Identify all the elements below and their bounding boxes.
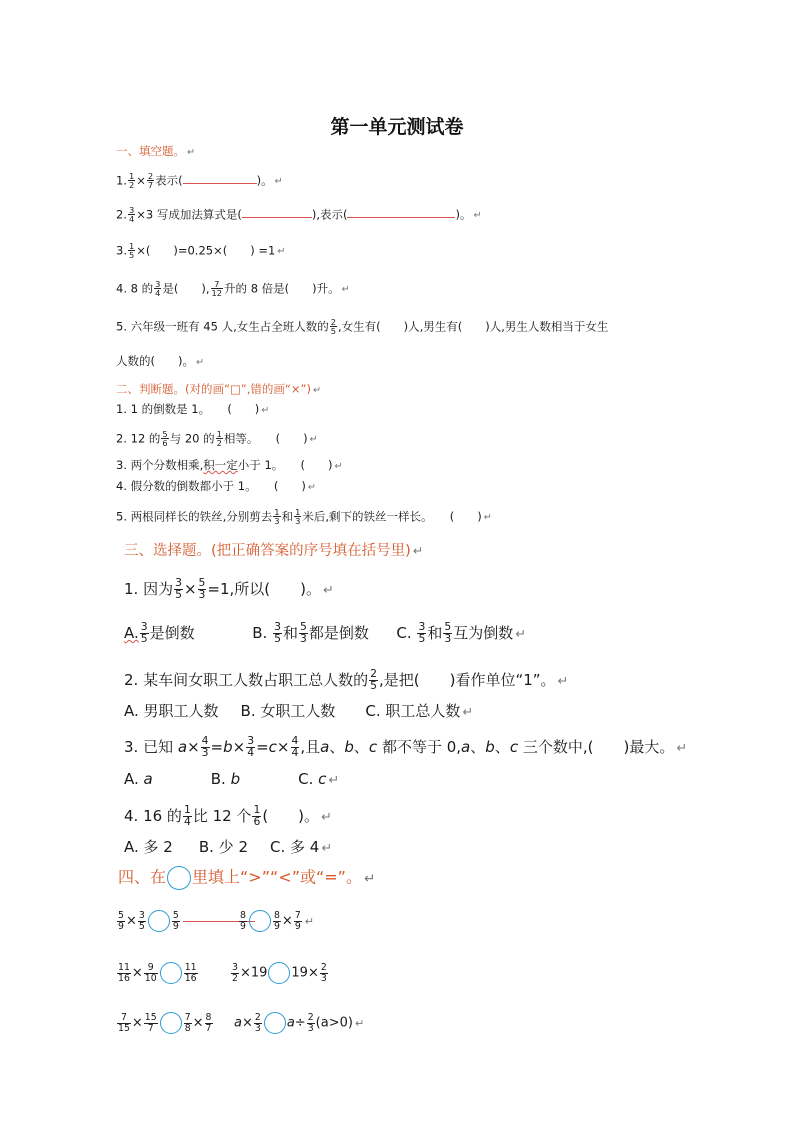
choice-question-4-options: A. 多 2 B. 少 2 C. 多 4 ↵ (124, 838, 333, 856)
answer-blank[interactable] (242, 207, 312, 218)
judge-question-1: 1. 1 的倒数是 1。 ( ) ↵ (116, 402, 270, 416)
fraction: $\frac{5}{3}$ (444, 620, 452, 645)
fraction: $\frac{4}{3}$ (201, 734, 209, 759)
judge-question-2: 2. 12 的 $\frac{5}{6}$ 与 20 的 $\frac{1}{2}$ 相等。 ( ) ↵ (116, 429, 318, 449)
fraction: $\frac{3}{4}$ (155, 279, 161, 299)
fill-question-2: 2. $\frac{3}{4}$ ×3 写成加法算式是( ),表示( )。 ↵ (116, 205, 482, 225)
answer-circle[interactable] (268, 962, 290, 984)
fraction: $\frac{7}{15}$ (118, 1012, 130, 1034)
choice-question-1: 1. 因为 $\frac{3}{5}$ × $\frac{5}{3}$ =1,所以( )。 ↵ (124, 576, 334, 601)
fraction: $\frac{1}{5}$ (128, 241, 135, 261)
option-c[interactable]: C. 多 4 (270, 838, 320, 856)
section-compare-heading: 四、在 里填上“>”“<”或“=”。 ↵ (118, 866, 375, 890)
fraction: $\frac{2}{3}$ (254, 1012, 261, 1034)
fraction: $\frac{3}{4}$ (247, 734, 255, 759)
fraction: $\frac{1}{3}$ (274, 507, 280, 527)
compare-item-5: $\frac{7}{15}$ × $\frac{15}{7}$ $\frac{7}{8}$ × $\frac{8}{7}$ (118, 1012, 212, 1034)
fraction: $\frac{5}{9}$ (118, 910, 124, 932)
option-a[interactable]: A. $\frac{3}{5}$ 是倒数 (124, 620, 195, 645)
option-b[interactable]: B. b (210, 770, 241, 788)
fraction: $\frac{2}{5}$ (330, 317, 336, 337)
judge-question-5: 5. 两根同样长的铁丝,分别剪去 $\frac{1}{3}$ 和 $\frac{1}{3}$ 米后,剩下的铁丝一样长。 ( ) ↵ (116, 507, 492, 527)
choice-question-3-options: A. a B. b C. c ↵ (124, 770, 340, 788)
option-a[interactable]: A. 男职工人数 (124, 702, 219, 720)
section-fill-heading: 一、填空题。 ↵ (116, 144, 196, 158)
answer-circle[interactable] (148, 910, 170, 932)
section-judge-heading: 二、判断题。(对的画“□”,错的画“×”) ↵ (116, 382, 322, 396)
fraction: $\frac{2}{7}$ (147, 171, 154, 191)
option-c[interactable]: C. 职工总人数 (365, 702, 461, 720)
fraction: $\frac{8}{9}$ (240, 910, 246, 932)
answer-blank[interactable] (183, 173, 257, 184)
fraction: $\frac{3}{5}$ (274, 620, 281, 645)
compare-item-3: $\frac{11}{16}$ × $\frac{9}{10}$ $\frac{11}{16}$ (118, 962, 197, 984)
compare-item-4: $\frac{3}{2}$ ×19 19× $\frac{2}{3}$ (232, 962, 327, 984)
fraction: $\frac{7}{8}$ (184, 1012, 191, 1034)
fraction: $\frac{3}{2}$ (232, 962, 238, 984)
fraction: $\frac{1}{6}$ (253, 803, 261, 828)
fill-question-3: 3. $\frac{1}{5}$ ×( )=0.25×( ) =1 ↵ (116, 241, 286, 261)
option-b[interactable]: B. 女职工人数 (240, 702, 336, 720)
judge-question-4: 4. 假分数的倒数都小于 1。 ( ) ↵ (116, 479, 317, 493)
fraction: $\frac{1}{2}$ (216, 429, 222, 449)
fill-question-4: 4. 8 的 $\frac{3}{4}$ 是( ), $\frac{7}{12}$ 升的 8 倍是( )升。 ↵ (116, 279, 350, 299)
fraction: $\frac{5}{9}$ (172, 910, 179, 932)
option-c[interactable]: C. $\frac{3}{5}$ 和 $\frac{5}{3}$ 互为倒数 (396, 620, 514, 645)
choice-question-2-options: A. 男职工人数 B. 女职工人数 C. 职工总人数 ↵ (124, 702, 474, 720)
fraction: $\frac{9}{10}$ (144, 962, 157, 984)
fill-question-5-cont: 人数的( )。 ↵ (116, 354, 205, 368)
answer-blank[interactable] (347, 207, 455, 218)
fraction: $\frac{3}{5}$ (175, 576, 182, 601)
fill-question-1: 1. $\frac{1}{2}$ × $\frac{2}{7}$ 表示( )。 ↵ (116, 171, 283, 191)
option-a[interactable]: A. a (124, 770, 153, 788)
choice-question-2: 2. 某车间女职工人数占职工总人数的 $\frac{2}{5}$ ,是把( )看作单位“1”。 ↵ (124, 667, 569, 692)
answer-circle[interactable] (249, 910, 271, 932)
fraction: $\frac{1}{2}$ (128, 171, 135, 191)
fraction: $\frac{2}{3}$ (320, 962, 327, 984)
fraction: $\frac{2}{5}$ (370, 667, 377, 692)
fraction: $\frac{3}{5}$ (138, 910, 145, 932)
option-a[interactable]: A. 多 2 (124, 838, 173, 856)
choice-question-1-options: A. $\frac{3}{5}$ 是倒数 B. $\frac{3}{5}$ 和 $\frac{5}{3}$ 都是倒数 C. $\frac{3}{5}$ 和 $\frac{5}{3}$ 互为倒数 ↵ (124, 620, 526, 645)
choice-question-3: 3. 已知 a× $\frac{4}{3}$ =b× $\frac{3}{4}$ =c× $\frac{4}{4}$ ,且a、b、c 都不等于 0,a、b、c 三个数中,( )最大。 ↵ (124, 734, 688, 759)
fraction: $\frac{5}{6}$ (162, 429, 168, 449)
fraction: $\frac{8}{9}$ (273, 910, 280, 932)
compare-item-6: a× $\frac{2}{3}$ a÷ $\frac{2}{3}$ (a>0) ↵ (234, 1012, 365, 1034)
fraction: $\frac{4}{4}$ (291, 734, 299, 759)
fraction: $\frac{3}{4}$ (128, 205, 135, 225)
judge-question-3: 3. 两个分数相乘,积一定小于 1。 ( ) ↵ (116, 458, 343, 472)
fraction: $\frac{7}{9}$ (294, 910, 301, 932)
option-b[interactable]: B. 少 2 (198, 838, 248, 856)
compare-item-1: $\frac{5}{9}$ × $\frac{3}{5}$ $\frac{5}{9}$ (116, 910, 257, 932)
fraction: $\frac{15}{7}$ (144, 1012, 157, 1034)
answer-circle[interactable] (160, 1012, 182, 1034)
fraction: $\frac{3}{5}$ (418, 620, 426, 645)
answer-circle[interactable] (160, 962, 182, 984)
option-b[interactable]: B. $\frac{3}{5}$ 和 $\frac{5}{3}$ 都是倒数 (252, 620, 369, 645)
fraction: $\frac{5}{3}$ (299, 620, 307, 645)
section-choice-heading: 三、选择题。(把正确答案的序号填在括号里) ↵ (124, 543, 424, 559)
compare-item-2: $\frac{8}{9}$ $\frac{8}{9}$ × $\frac{7}{9}$ ↵ (240, 910, 315, 932)
fraction: $\frac{3}{5}$ (140, 620, 148, 645)
fraction: $\frac{1}{4}$ (183, 803, 191, 828)
fraction: $\frac{5}{3}$ (198, 576, 206, 601)
page-title: 第一单元测试卷 (330, 116, 464, 138)
fraction: $\frac{11}{16}$ (184, 962, 197, 984)
answer-circle[interactable] (264, 1012, 286, 1034)
answer-circle-icon (167, 866, 191, 890)
fraction: $\frac{11}{16}$ (118, 962, 130, 984)
choice-question-4: 4. 16 的 $\frac{1}{4}$ 比 12 个 $\frac{1}{6}$ ( )。 ↵ (124, 803, 332, 828)
fraction: $\frac{8}{7}$ (205, 1012, 212, 1034)
option-c[interactable]: C. c (298, 770, 327, 788)
fraction: $\frac{7}{12}$ (211, 279, 223, 299)
fraction: $\frac{1}{3}$ (295, 507, 301, 527)
fill-question-5: 5. 六年级一班有 45 人,女生占全班人数的 $\frac{2}{5}$ ,女生有( )人,男生有( )人,男生人数相当于女生 (116, 317, 609, 337)
fraction: $\frac{2}{3}$ (307, 1012, 314, 1034)
